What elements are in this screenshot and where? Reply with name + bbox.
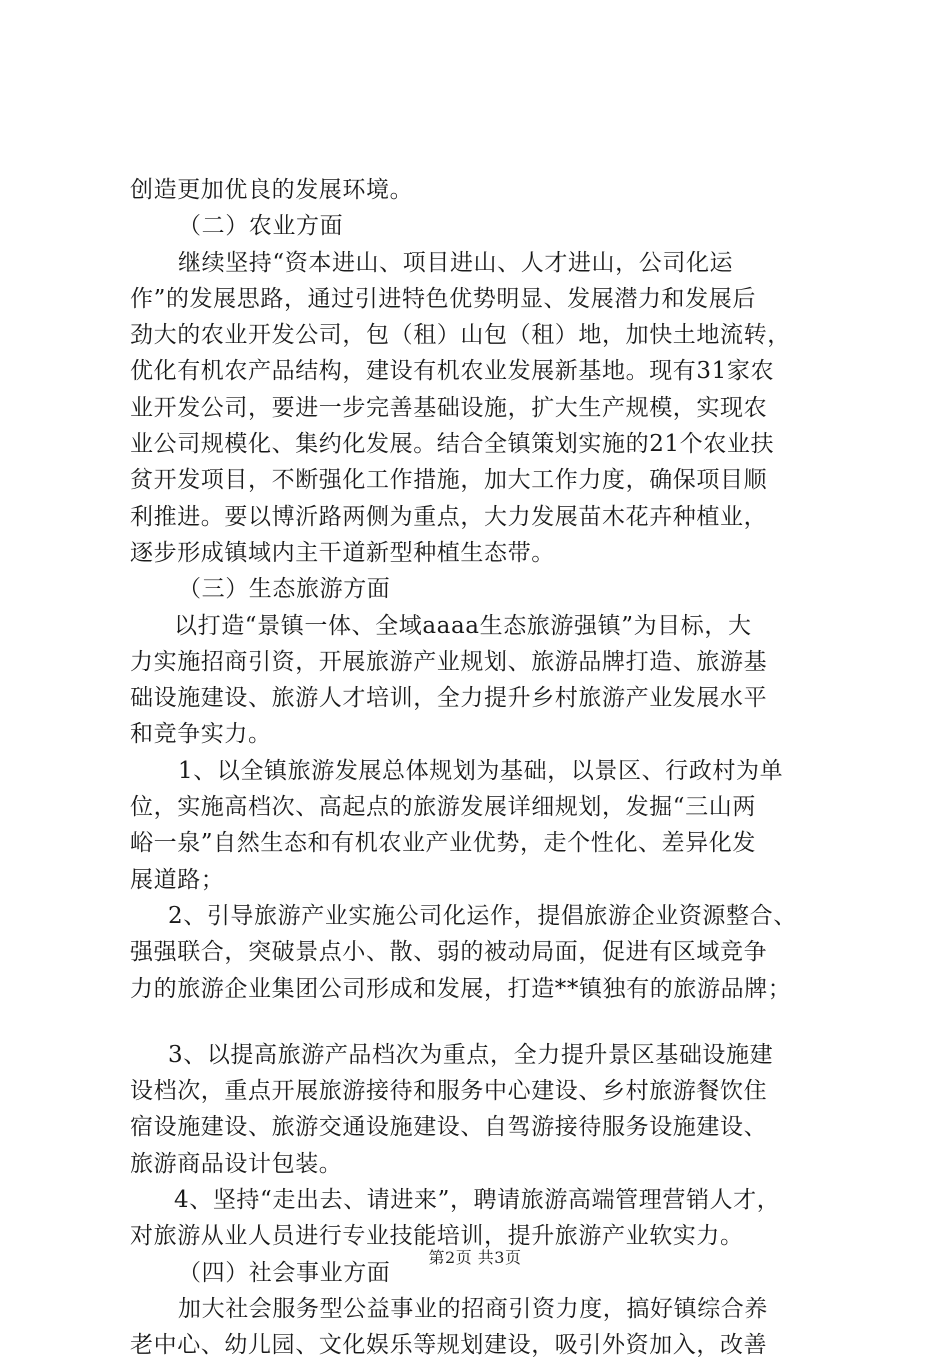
text-line: 对旅游从业人员进行专业技能培训，提升旅游产业软实力。 <box>130 1223 744 1250</box>
paragraph-gap <box>130 1007 830 1037</box>
text-line: 业公司规模化、集约化发展。结合全镇策划实施的21个农业扶 <box>130 431 775 458</box>
text-line: 力的旅游企业集团公司形成和发展，打造**镇独有的旅游品牌； <box>130 975 792 1002</box>
text-line: 贫开发项目，不断强化工作措施，加大工作力度，确保项目顺 <box>130 467 768 494</box>
text-line: 作”的发展思路，通过引进特色优势明显、发展潜力和发展后 <box>130 285 756 312</box>
text-line: 以打造“景镇一体、全域aaaa生态旅游强镇”为目标，大 <box>174 612 752 639</box>
text-line: 础设施建设、旅游人才培训，全力提升乡村旅游产业发展水平 <box>130 685 768 712</box>
page-number: 第2页 共3页 <box>428 1248 522 1267</box>
text-line: 力实施招商引资，开展旅游产业规划、旅游品牌打造、旅游基 <box>130 648 768 675</box>
text-line: 利推进。要以博沂路两侧为重点，大力发展苗木花卉种植业， <box>130 503 768 530</box>
text-line: 创造更加优良的发展环境。 <box>130 177 414 203</box>
text-line: 强强联合，突破景点小、散、弱的被动局面，促进有区域竞争 <box>130 939 768 966</box>
text-line: 继续坚持“资本进山、项目进山、人才进山，公司化运 <box>178 249 734 276</box>
text-line: 峪一泉”自然生态和有机农业产业优势，走个性化、差异化发 <box>130 830 756 857</box>
text-line: 老中心、幼儿园、文化娱乐等规划建设，吸引外资加入，改善 <box>130 1332 768 1359</box>
text-line: 加大社会服务型公益事业的招商引资力度，搞好镇综合养 <box>178 1295 768 1322</box>
section-heading: （二）农业方面 <box>178 213 344 240</box>
document-body <box>130 172 830 1364</box>
text-line: 2、引导旅游产业实施公司化运作，提倡旅游企业资源整合、 <box>168 902 797 929</box>
section-heading: （三）生态旅游方面 <box>178 576 391 603</box>
text-line: 劲大的农业开发公司，包（租）山包（租）地，加快土地流转， <box>130 322 791 349</box>
text-line: 4、坚持“走出去、请进来”，聘请旅游高端管理营销人才， <box>174 1187 781 1214</box>
section-heading: （四）社会事业方面 <box>178 1259 391 1286</box>
text-line: 展道路； <box>130 866 225 893</box>
text-line: 优化有机农产品结构，建设有机农业发展新基地。现有31家农 <box>130 358 775 385</box>
text-line: 1、以全镇旅游发展总体规划为基础，以景区、行政村为单 <box>178 757 784 784</box>
text-line: 宿设施建设、旅游交通设施建设、自驾游接待服务设施建设、 <box>130 1114 768 1141</box>
text-line: 3、以提高旅游产品档次为重点，全力提升景区基础设施建 <box>168 1041 774 1068</box>
text-line: 设档次，重点开展旅游接待和服务中心建设、乡村旅游餐饮住 <box>130 1078 768 1105</box>
text-line: 位，实施高档次、高起点的旅游发展详细规划，发掘“三山两 <box>130 794 756 821</box>
text-line: 旅游商品设计包装。 <box>130 1150 343 1177</box>
text-line: 和竞争实力。 <box>130 721 272 748</box>
text-line: 业开发公司，要进一步完善基础设施，扩大生产规模，实现农 <box>130 394 768 421</box>
text-line: 逐步形成镇域内主干道新型种植生态带。 <box>130 539 555 566</box>
